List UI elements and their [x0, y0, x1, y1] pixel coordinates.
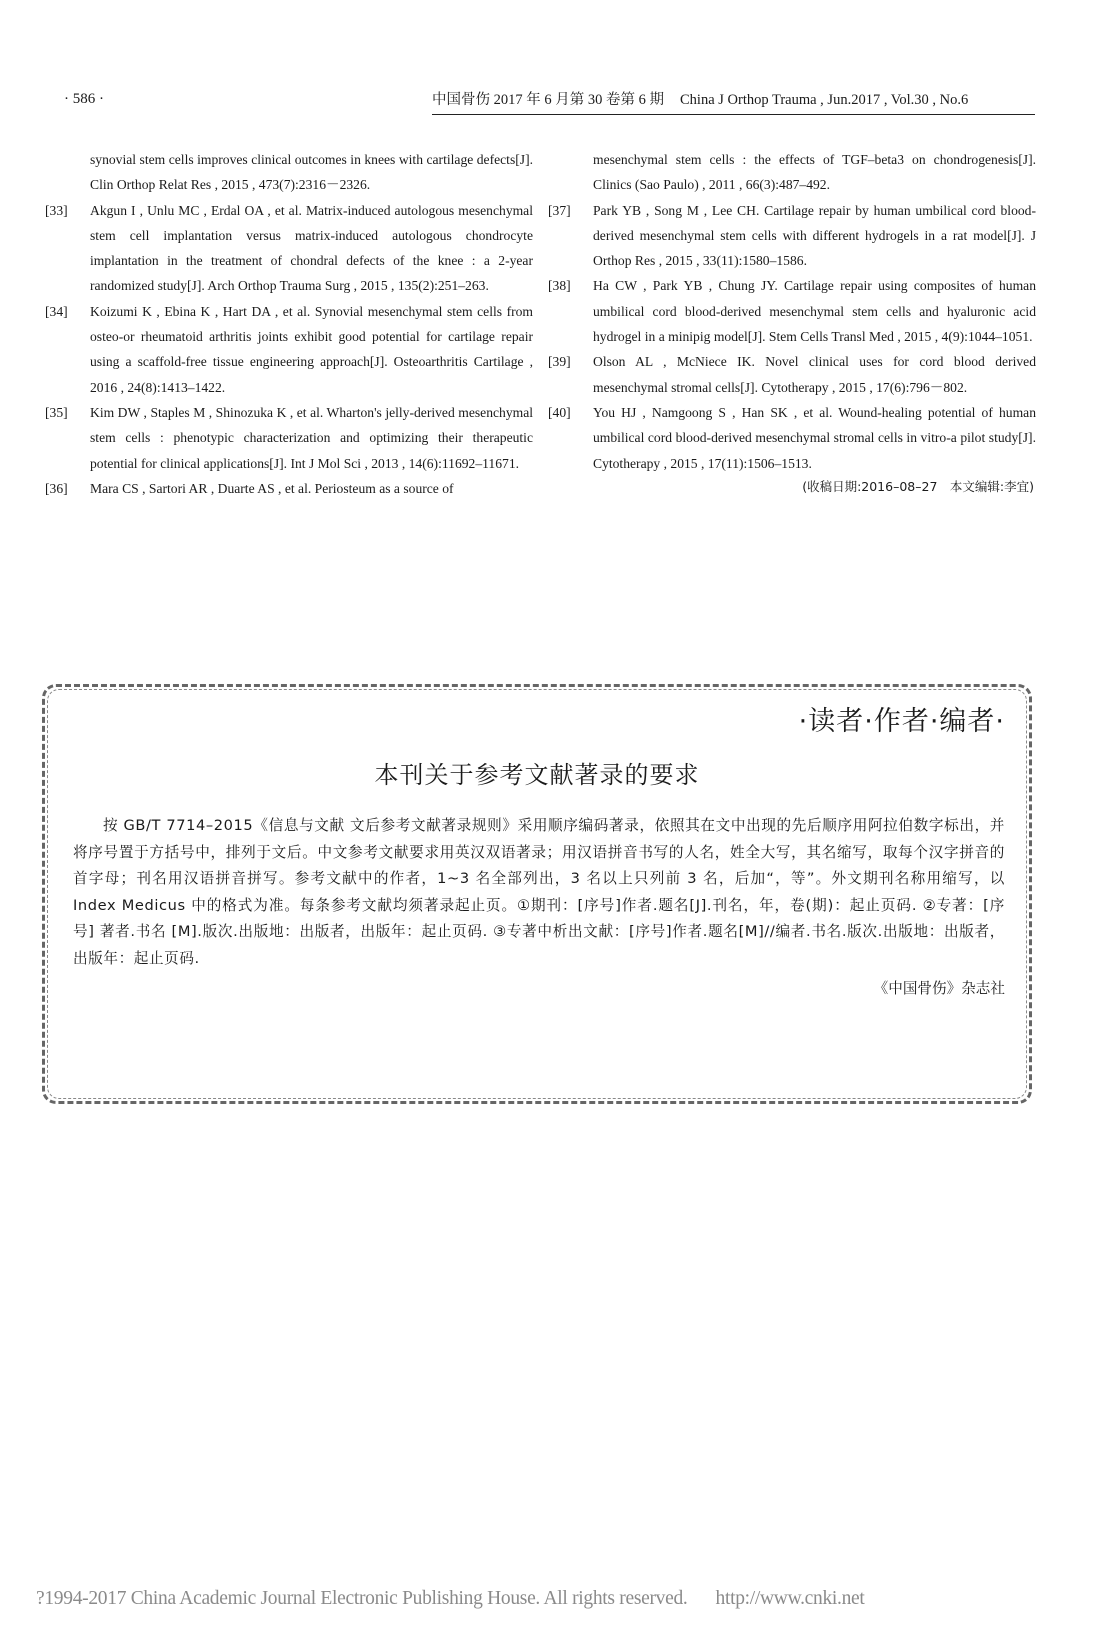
reference-item [45, 198, 533, 299]
reference-text: Park YB , Song M , Lee CH. Cartilage repair by human umbilical cord blood-derived mesenchymal stem cells with different hydrogels in a rat model[J]. J Orthop Res , 2015 , 33(11):1580–1586. [593, 202, 1036, 269]
reference-number: [40] [548, 404, 571, 420]
reference-text: Ha CW , Park YB , Chung JY. Cartilage repair using composites of human umbilical cord blood-derived mesenchymal stem cells and hyaluronic acid hydrogel in a minipig model[J]. Stem Cells Transl Med , 2015 , 4(9):1044–1051. [593, 278, 1036, 345]
section-tag: ·读者·作者·编者· [798, 706, 1005, 737]
reference-text: Olson AL , McNiece IK. Novel clinical uses for cord blood derived mesenchymal stromal cells[J]. Cytotherapy , 2015 , 17(6):796－802. [593, 354, 1036, 395]
reference-number: [34] [45, 303, 68, 319]
reference-number: [39] [548, 354, 571, 370]
reference-text: Mara CS , Sartori AR , Duarte AS , et al. Periosteum as a source of [90, 480, 454, 496]
reference-item [548, 198, 1036, 274]
references-left-column [45, 147, 533, 501]
footer-url[interactable]: http://www.cnki.net [715, 1588, 865, 1609]
received-date-note: (收稿日期:2016–08–27 本文编辑:李宜) [802, 478, 1034, 494]
notice-signature: 《中国骨伤》杂志社 [873, 980, 1005, 997]
reference-number: [35] [45, 404, 68, 420]
reference-item [548, 400, 1036, 476]
reference-item [45, 400, 533, 476]
reference-item [45, 147, 533, 198]
reference-item [548, 147, 1036, 198]
running-head [432, 88, 1035, 115]
reference-text: mesenchymal stem cells : the effects of TGF–beta3 on chondrogenesis[J]. Clinics (Sao Paulo) , 2011 , 66(3):487–492. [593, 152, 1036, 193]
notice-box [42, 684, 1032, 1104]
journal-title-en: China J Orthop Trauma , Jun.2017 , Vol.30 , No.6 [680, 92, 969, 108]
reference-item [548, 349, 1036, 400]
copyright-text: ?1994-2017 China Academic Journal Electronic Publishing House. All rights reserved. [36, 1588, 688, 1609]
reference-text: synovial stem cells improves clinical outcomes in knees with cartilage defects[J]. Clin Orthop Relat Res , 2015 , 473(7):2316－2326. [90, 152, 533, 193]
reference-number: [36] [45, 480, 68, 496]
reference-number: [38] [548, 278, 571, 294]
reference-text: Kim DW , Staples M , Shinozuka K , et al. Wharton's jelly-derived mesenchymal stem cells : phenotypic characterization and optimizing their therapeutic potential for clinical applications[J]. Int J Mol Sci , 2013 , 14(6):11692–11671. [90, 404, 533, 471]
copyright-footer [36, 1588, 865, 1610]
reference-item [45, 476, 533, 501]
reference-text: Koizumi K , Ebina K , Hart DA , et al. Synovial mesenchymal stem cells from osteo-or rheumatoid arthritis joints exhibit good potential for cartilage repair using a scaffold-free tissue engineering approach[J]. Osteoarthritis Cartilage , 2016 , 24(8):1413–1422. [90, 303, 533, 395]
references-right-column [548, 147, 1036, 498]
reference-text: You HJ , Namgoong S , Han SK , et al. Wound-healing potential of human umbilical cord blood-derived mesenchymal stromal cells in vitro-a pilot study[J]. Cytotherapy , 2015 , 17(11):1506–1513. [593, 404, 1036, 471]
reference-number: [33] [45, 202, 68, 218]
journal-title-cn: 中国骨伤 2017 年 6 月第 30 卷第 6 期 [432, 92, 664, 108]
notice-title: 本刊关于参考文献著录的要求 [374, 761, 700, 789]
reference-item [548, 273, 1036, 349]
reference-item [45, 299, 533, 400]
notice-body: 按 GB/T 7714–2015《信息与文献 文后参考文献著录规则》采用顺序编码著录，依照其在文中出现的先后顺序用阿拉伯数字标出，并将序号置于方括号中，排列于文后。中文参考文献要求用英汉双语著录；用汉语拼音书写的人名，姓全大写，其名缩写，取每个汉字拼音的首字母；刊名用汉语拼音拼写。参考文献中的作者，1~3 名全部列出，3 名以上只列前 3 名，后加“，等”。外文期刊名称用缩写，以 Index Medicus 中的格式为准。每条参考文献均须著录起止页。①期刊：[序号]作者.题名[J].刊名，年，卷(期)：起止页码. ②专著：[序号] 著者.书名 [M].版次.出版地：出版者，出版年：起止页码. ③专著中析出文献：[序号]作者.题名[M]//编者.书名.版次.出版地：出版者，出版年：起止页码. [73, 817, 1005, 967]
page-number: · 586 · [64, 91, 104, 107]
reference-number: [37] [548, 202, 571, 218]
reference-text: Akgun I , Unlu MC , Erdal OA , et al. Matrix-induced autologous mesenchymal stem cell implantation versus matrix-induced autologous chondrocyte implantation in the treatment of chondral defects of the knee : a 2-year randomized study[J]. Arch Orthop Trauma Surg , 2015 , 135(2):251–263. [90, 202, 533, 294]
